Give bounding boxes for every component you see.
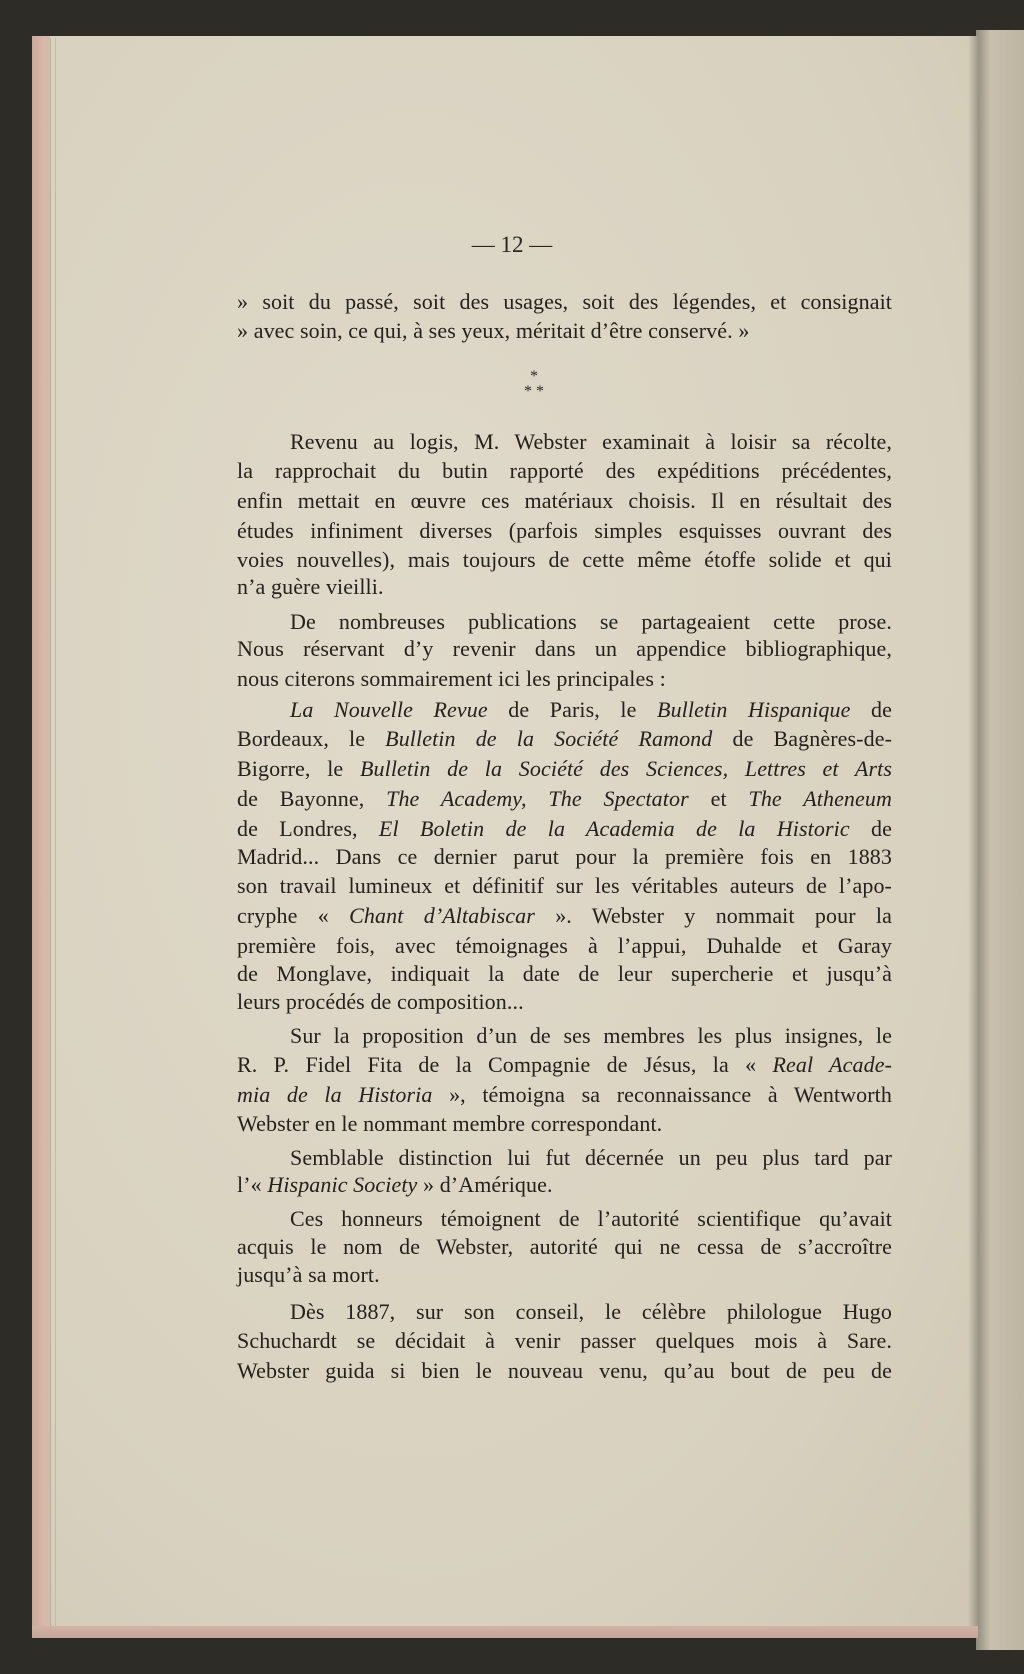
text-segment: Sur la proposition d’un de ses membres les plus insignes, le (290, 1023, 892, 1048)
text-line (237, 1232, 892, 1262)
text-segment: cryphe « (237, 903, 350, 928)
italic-title: Bulletin de la Société Ramond (385, 726, 713, 751)
text-line (237, 754, 892, 784)
text-line (290, 695, 892, 725)
text-segment: la rapprochait du butin rapporté des expéditions précédentes, (237, 458, 892, 483)
text-segment: » soit du passé, soit des usages, soit des légendes, et consignait (237, 289, 892, 314)
italic-title: Chant d’Altabiscar (349, 903, 535, 928)
text-segment: Webster guida si bien le nouveau venu, qu’au bout de peu de (237, 1358, 892, 1383)
section-break-top-star: * (530, 368, 538, 385)
text-segment: de Londres, (237, 816, 379, 841)
text-line (237, 545, 892, 575)
text-segment: de Paris, le (487, 697, 658, 722)
text-segment: Nous réservant d’y revenir dans un appendice bibliographique, (237, 636, 892, 661)
text-segment: de Bagnères-de- (712, 726, 892, 751)
italic-title: La Nouvelle Revue (290, 697, 488, 722)
text-line (237, 316, 892, 346)
text-segment: Schuchardt se décidait à venir passer quelques mois à Sare. (237, 1328, 892, 1353)
text-line (237, 931, 892, 961)
text-line (237, 1080, 892, 1110)
text-line (290, 1021, 892, 1051)
text-segment: de Bayonne, (237, 786, 387, 811)
text-segment: ». Webster y nommait pour la (534, 903, 892, 928)
text-line (237, 516, 892, 546)
text-line (237, 1326, 892, 1356)
text-segment: de (850, 697, 892, 722)
text-line (237, 959, 892, 989)
text-line (290, 1204, 892, 1234)
page-bottom-edge (32, 1626, 978, 1638)
text-line (237, 1356, 892, 1386)
page-number: — 12 — (471, 232, 553, 257)
text-segment: acquis le nom de Webster, autorité qui ne cessa de s’accroître (237, 1234, 892, 1259)
text-line (237, 842, 892, 872)
text-line (237, 1260, 892, 1290)
text-segment: Madrid... Dans ce dernier parut pour la première fois en 1883 (237, 844, 892, 869)
italic-title: Real Acade- (772, 1052, 893, 1077)
text-segment: et (688, 786, 749, 811)
text-line (237, 901, 892, 931)
italic-title: Bulletin de la Société des Sciences, Lettres et Arts (359, 756, 893, 781)
text-segment: Webster en le nommant membre correspondant. (237, 1111, 663, 1136)
text-line (237, 724, 892, 754)
text-segment: Semblable distinction lui fut décernée un peu plus tard par (290, 1145, 892, 1170)
italic-title: The Academy, The Spectator (386, 786, 689, 811)
text-segment: leurs procédés de composition... (237, 989, 524, 1014)
text-segment: », témoigna sa reconnaissance à Wentworth (432, 1082, 892, 1107)
text-segment: études infiniment diverses (parfois simples esquisses ouvrant des (237, 518, 892, 543)
text-segment: l’« (237, 1172, 268, 1197)
italic-title: mia de la Historia (237, 1082, 433, 1107)
text-segment: R. P. Fidel Fita de la Compagnie de Jésus, la « (237, 1052, 773, 1077)
text-segment: Bordeaux, le (237, 726, 386, 751)
text-line (290, 1143, 892, 1173)
adjacent-page-edge (976, 30, 1024, 1650)
page-gutter-shadow (968, 36, 978, 1632)
text-line (237, 814, 892, 844)
text-segment: De nombreuses publications se partageaient cette prose. (290, 609, 892, 634)
text-line (290, 427, 892, 457)
section-break-bottom-stars: * * (524, 383, 544, 400)
text-segment: Ces honneurs témoignent de l’autorité scientifique qu’avait (290, 1206, 892, 1231)
page-stack-edge (50, 38, 56, 1632)
text-line (237, 287, 892, 317)
italic-title: The Atheneum (748, 786, 892, 811)
text-line (290, 1297, 892, 1327)
text-segment: Dès 1887, sur son conseil, le célèbre philologue Hugo (290, 1299, 892, 1324)
text-segment: de Monglave, indiquait la date de leur supercherie et jusqu’à (237, 961, 892, 986)
text-segment: jusqu’à sa mort. (237, 1262, 380, 1287)
text-segment: Bigorre, le (237, 756, 360, 781)
text-line (237, 1109, 892, 1139)
text-segment: nous citerons sommairement ici les principales : (237, 666, 666, 691)
text-line (290, 607, 892, 637)
text-line (237, 987, 892, 1017)
italic-title: El Boletin de la Academia de la Historic (378, 816, 850, 841)
text-line (237, 1050, 892, 1080)
italic-title: Hispanic Society (267, 1172, 418, 1197)
text-segment: » avec soin, ce qui, à ses yeux, méritait d’être conservé. » (237, 318, 750, 343)
text-segment: n’a guère vieilli. (237, 574, 384, 599)
text-line (237, 664, 892, 694)
text-line (237, 1170, 892, 1200)
text-segment: Revenu au logis, M. Webster examinait à loisir sa récolte, (290, 429, 892, 454)
text-line (237, 871, 892, 901)
page-binding-edge (32, 36, 50, 1636)
text-line (237, 634, 892, 664)
italic-title: Bulletin Hispanique (657, 697, 851, 722)
text-line (237, 572, 892, 602)
text-segment: de (849, 816, 892, 841)
text-segment: son travail lumineux et définitif sur les véritables auteurs de l’apo- (237, 873, 892, 898)
text-line (237, 784, 892, 814)
text-line (237, 456, 892, 486)
text-line (237, 486, 892, 516)
text-segment: première fois, avec témoignages à l’appui, Duhalde et Garay (237, 933, 892, 958)
text-segment: voies nouvelles), mais toujours de cette même étoffe solide et qui (237, 547, 892, 572)
text-segment: enfin mettait en œuvre ces matériaux choisis. Il en résultait des (237, 488, 892, 513)
text-segment: » d’Amérique. (417, 1172, 553, 1197)
